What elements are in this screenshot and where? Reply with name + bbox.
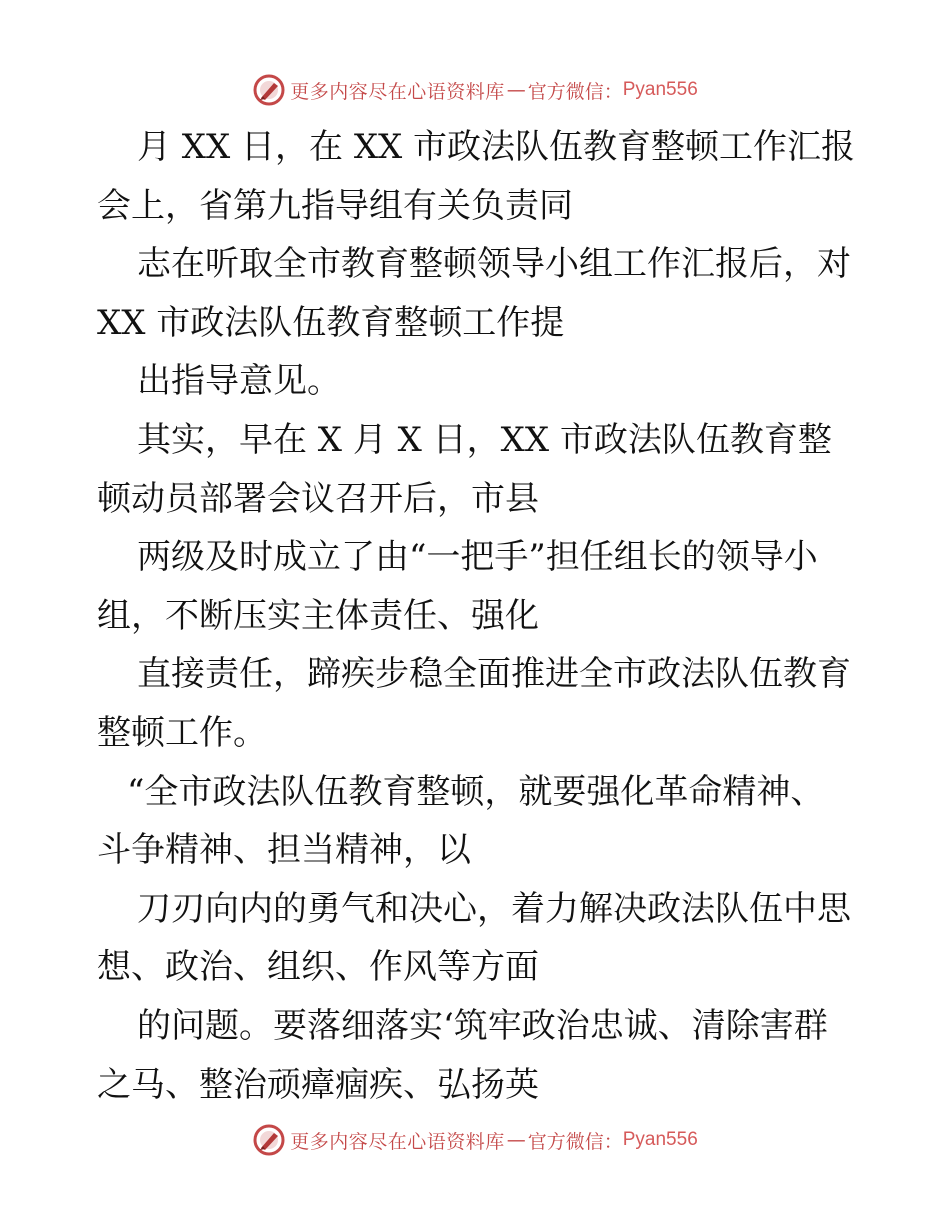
watermark-header <box>0 70 950 110</box>
watermark-account: Pyan556 <box>622 1129 698 1150</box>
body-line: 志在听取全市教育整顿领导小组工作汇报后，对 <box>137 244 851 285</box>
body-line: 想、政治、组织、作风等方面 <box>97 947 539 988</box>
body-line: “全市政法队伍教育整顿，就要强化革命精神、 <box>127 771 825 812</box>
body-line: 组，不断压实主体责任、强化 <box>97 595 539 636</box>
pen-nib-circle-icon <box>252 73 286 107</box>
watermark-text: 更多内容尽在心语资料库 <box>290 80 505 103</box>
body-line: 月 XX 日，在 XX 市政法队伍教育整顿工作汇报 <box>137 127 856 167</box>
watermark-footer <box>0 1120 950 1160</box>
watermark-account: Pyan556 <box>622 79 698 100</box>
body-line: 出指导意见。 <box>137 361 341 402</box>
watermark-wechat-label: 官方微信： <box>527 1130 623 1153</box>
body-line: 斗争精神、担当精神，以 <box>97 830 471 871</box>
watermark-dash: — <box>506 79 526 101</box>
body-line: 会上，省第九指导组有关负责同 <box>97 185 573 226</box>
body-line: XX 市政法队伍教育整顿工作提 <box>97 302 565 343</box>
watermark-wechat-label: 官方微信： <box>527 80 623 103</box>
body-line: 两级及时成立了由“一把手”担任组长的领导小 <box>137 537 818 578</box>
body-line: 的问题。要落细落实‘筑牢政治忠诚、清除害群 <box>137 1005 828 1046</box>
watermark-dash: — <box>506 1129 526 1151</box>
body-line: 刀刃向内的勇气和决心，着力解决政法队伍中思 <box>137 888 851 929</box>
watermark-text: 更多内容尽在心语资料库 <box>290 1130 505 1153</box>
pen-nib-circle-icon <box>252 1123 286 1157</box>
body-line: 直接责任，蹄疾步稳全面推进全市政法队伍教育 <box>137 654 851 695</box>
body-line: 之马、整治顽瘴痼疾、弘扬英 <box>97 1064 539 1105</box>
body-line: 整顿工作。 <box>97 712 267 753</box>
body-line: 顿动员部署会议召开后，市县 <box>97 478 539 519</box>
body-line: 其实，早在 X 月 X 日，XX 市政法队伍教育整 <box>137 419 832 460</box>
document-body <box>97 118 857 1114</box>
